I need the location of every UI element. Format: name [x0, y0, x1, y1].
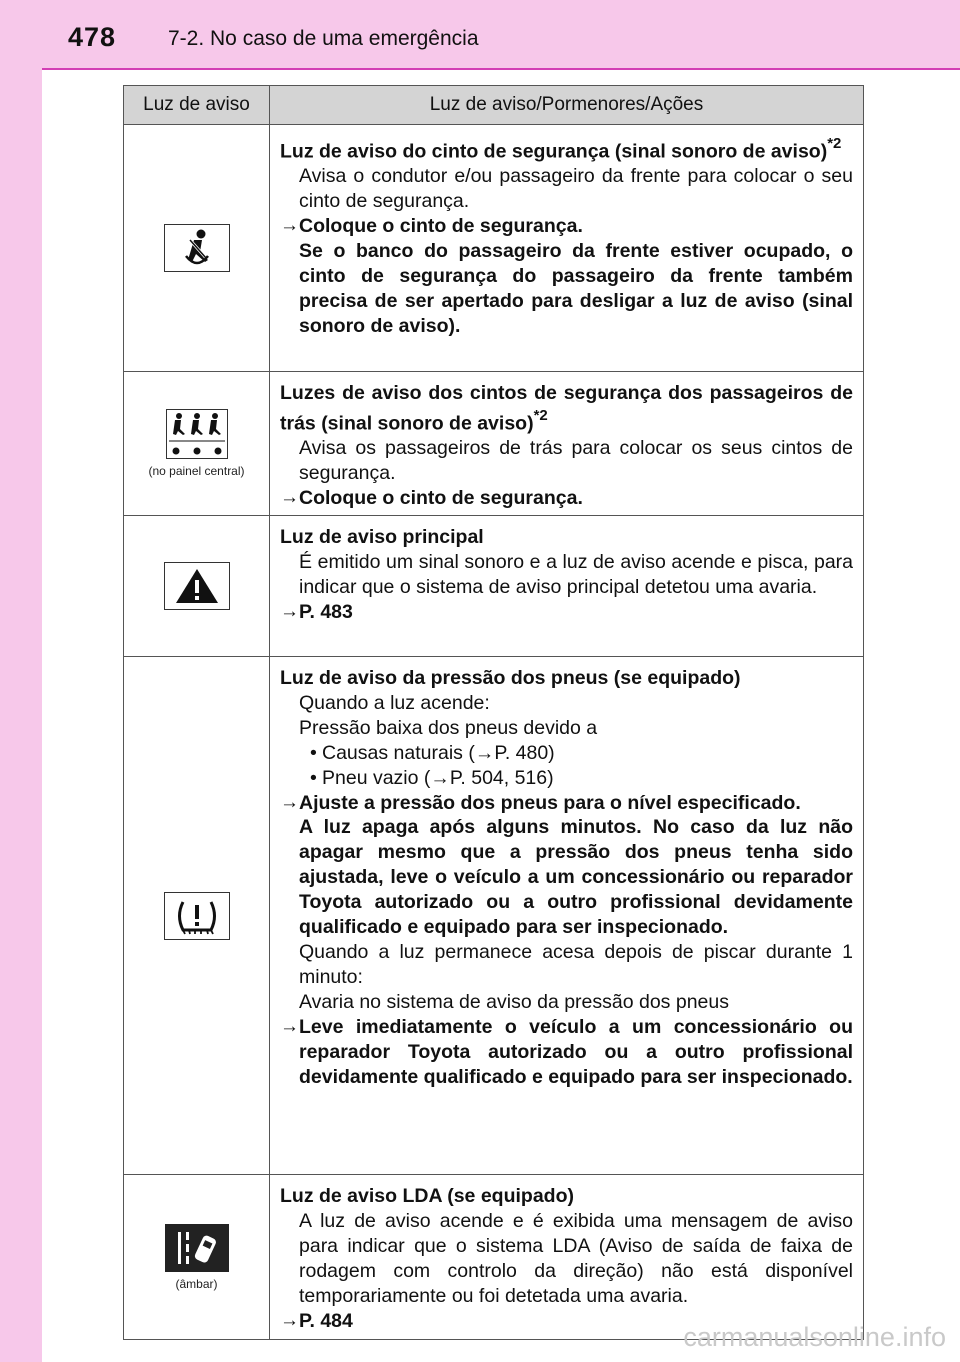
- table-row: [124, 516, 863, 657]
- master-warning-icon: [164, 562, 230, 610]
- row-title: Luz de aviso principal: [280, 526, 484, 548]
- details-cell: [270, 1175, 863, 1339]
- bullet-item: Causas naturais (→P. 480): [322, 741, 555, 764]
- table-header: [124, 86, 863, 125]
- row-text: Quando a luz permanece acesa depois de piscar durante 1 minuto:: [299, 940, 853, 988]
- footnote-ref: *2: [827, 135, 842, 152]
- row-description: A luz de aviso acende e é exibida uma mensagem de aviso para indicar que o sistema LDA (Aviso de saída de faixa de rodagem com controlo da direção) não está disponível temporariamente ou foi detetada uma avaria.: [299, 1209, 853, 1307]
- page-reference-link[interactable]: P. 483: [299, 600, 353, 623]
- row-action: Leve imediatamente o veículo a um concessionário ou reparador Toyota autorizado ou a outro profissional devidamente qualificado e equipado para ser inspecionado.: [299, 1015, 853, 1088]
- table-row: [124, 125, 863, 372]
- row-title: Luz de aviso LDA (se equipado): [280, 1185, 574, 1207]
- footnote-ref: *2: [533, 406, 548, 424]
- arrow-icon: →: [280, 791, 299, 813]
- details-cell: [270, 125, 863, 371]
- row-action: Coloque o cinto de segurança.: [299, 215, 583, 238]
- col-header-light: Luz de aviso: [124, 86, 270, 124]
- tire-pressure-warning-icon: [164, 892, 230, 940]
- bullet: •: [310, 741, 317, 764]
- bullet: •: [310, 766, 317, 789]
- icon-cell: [124, 372, 270, 515]
- row-title: Luz de aviso da pressão dos pneus (se equipado): [280, 667, 741, 689]
- row-title: Luzes de aviso dos cintos de segurança dos passageiros de trás (sinal sonoro de aviso): [280, 382, 853, 435]
- row-text: Avaria no sistema de aviso da pressão dos pneus: [299, 990, 729, 1013]
- icon-cell: [124, 125, 270, 371]
- watermark: carmanualsonline.info: [683, 1322, 946, 1352]
- icon-cell: [124, 657, 270, 1174]
- details-cell: [270, 657, 863, 1174]
- table-row: [124, 657, 863, 1175]
- row-title: Luz de aviso do cinto de segurança (sinal sonoro de aviso): [280, 140, 828, 163]
- page-number: 478: [68, 22, 117, 52]
- warning-lights-table: [123, 85, 864, 1340]
- details-cell: [270, 516, 863, 656]
- header-band: [0, 0, 960, 70]
- row-text: Pressão baixa dos pneus devido a: [299, 716, 598, 739]
- icon-cell: [124, 516, 270, 656]
- row-action: Ajuste a pressão dos pneus para o nível especificado.: [299, 791, 801, 814]
- table-row: [124, 372, 863, 516]
- side-tab-strip: [0, 0, 42, 1362]
- row-description: Avisa o condutor e/ou passageiro da frente para colocar o seu cinto de segurança.: [299, 165, 853, 213]
- row-text: Quando a luz acende:: [299, 691, 490, 714]
- icon-caption: (no painel central): [148, 464, 245, 478]
- row-description: É emitido um sinal sonoro e a luz de aviso acende e pisca, para indicar que o sistema de aviso principal detetou uma avaria.: [299, 550, 853, 598]
- arrow-icon: →: [280, 487, 299, 509]
- icon-caption: (âmbar): [175, 1276, 218, 1291]
- col-header-details: Luz de aviso/Pormenores/Ações: [429, 94, 704, 115]
- page-reference-link[interactable]: P. 484: [299, 1309, 353, 1332]
- row-description: Avisa os passageiros de trás para colocar os seus cintos de segurança.: [299, 437, 853, 485]
- arrow-icon: →: [280, 1015, 299, 1037]
- header-divider: [42, 68, 960, 70]
- icon-cell: [124, 1175, 270, 1339]
- arrow-icon: →: [280, 600, 299, 622]
- bullet-item: Pneu vazio (→P. 504, 516): [322, 766, 554, 789]
- row-action: Coloque o cinto de segurança.: [299, 487, 583, 510]
- row-action-detail: A luz apaga após alguns minutos. No caso da luz não apagar mesmo que a pressão dos pneus tenha sido ajustada, leve o veículo a um concessionário ou reparador Toyota autorizado ou a outro profissional devidamente qualificado e equipado para ser inspecionado.: [299, 816, 853, 939]
- seatbelt-warning-icon: [164, 224, 230, 272]
- row-action-detail: Se o banco do passageiro da frente estiver ocupado, o cinto de segurança do passageiro da frente também precisa de ser apertado para desligar a luz de aviso (sinal sonoro de aviso).: [299, 240, 853, 337]
- rear-seatbelt-warning-icon: [166, 409, 228, 459]
- arrow-icon: →: [280, 1309, 299, 1331]
- lda-warning-icon: [165, 1224, 229, 1272]
- details-cell: [270, 372, 863, 515]
- table-row: [124, 1175, 863, 1339]
- chapter-title: 7-2. No caso de uma emergência: [168, 27, 479, 50]
- arrow-icon: →: [280, 215, 299, 237]
